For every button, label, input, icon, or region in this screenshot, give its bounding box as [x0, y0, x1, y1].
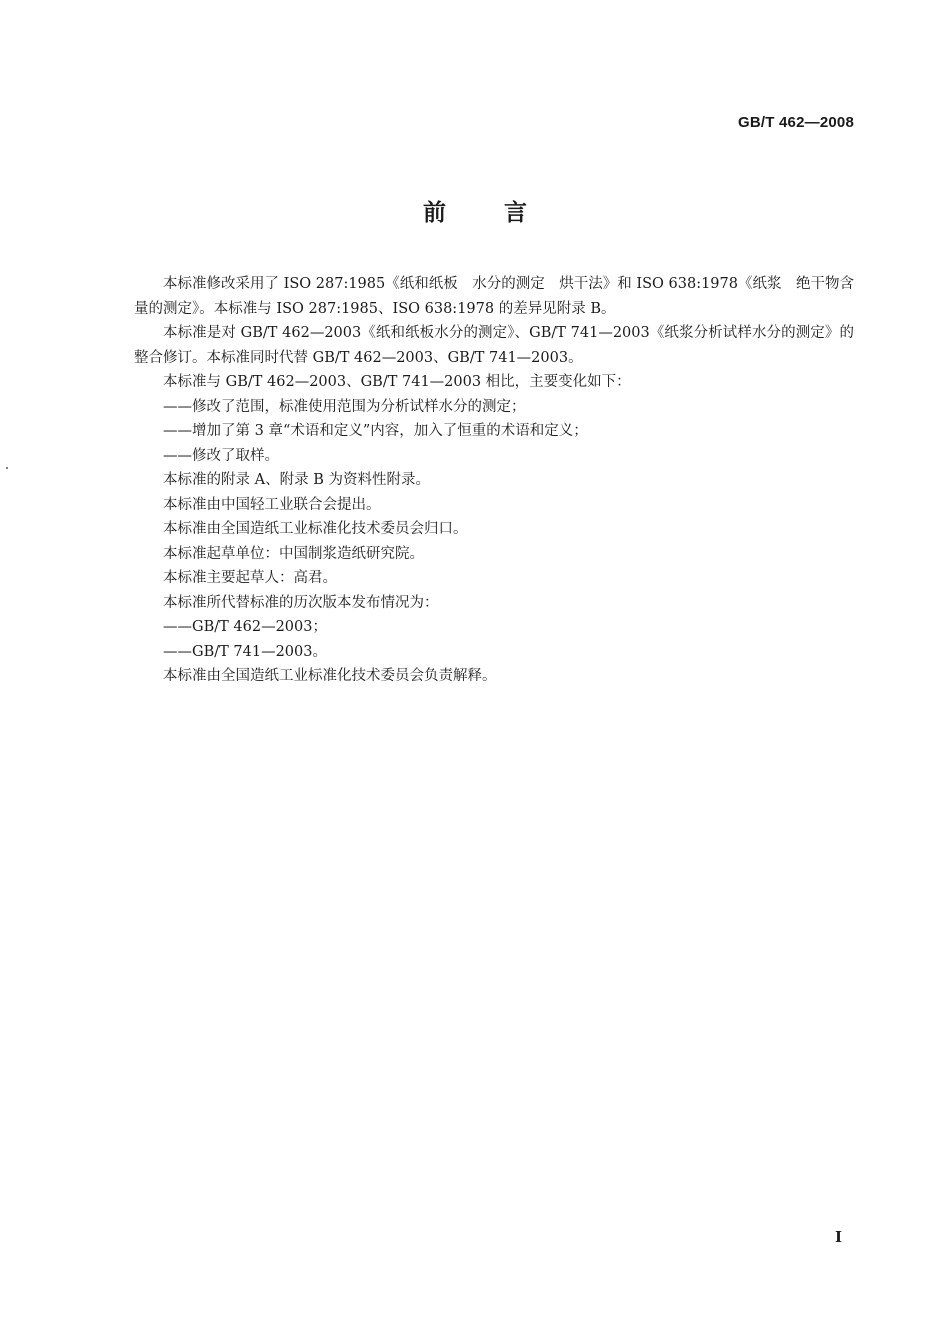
paragraph-changes-intro: 本标准与 GB/T 462—2003、GB/T 741—2003 相比，主要变化如下：	[163, 374, 631, 390]
paragraph-interpretation: 本标准由全国造纸工业标准化技术委员会负责解释。	[163, 668, 497, 684]
paragraph-adoption: 本标准修改采用了 ISO 287:1985《纸和纸板 水分的测定 烘干法》和 ISO 638:1978《纸浆 绝干物含量的测定》。本标准与 ISO 287:1985、ISO 638:1978 的差异见附录 B。	[134, 276, 854, 317]
page-number: I	[834, 1228, 842, 1246]
standard-code: GB/T 462—2008	[738, 114, 854, 131]
paragraph-drafters: 本标准主要起草人：高君。	[163, 570, 337, 586]
list-item-history: ——GB/T 741—2003。	[163, 643, 327, 660]
list-item-change: ——修改了取样。	[163, 447, 279, 464]
scan-speck	[6, 467, 8, 469]
paragraph-drafting-unit: 本标准起草单位：中国制浆造纸研究院。	[163, 545, 424, 562]
list-item-change: ——修改了范围，标准使用范围为分析试样水分的测定；	[163, 398, 526, 415]
paragraph-revision: 本标准是对 GB/T 462—2003《纸和纸板水分的测定》、GB/T 741—2003《纸浆分析试样水分的测定》的整合修订。本标准同时代替 GB/T 462—2003、GB/T 741—2003。	[134, 325, 854, 366]
paragraph-proposer: 本标准由中国轻工业联合会提出。	[163, 496, 381, 513]
list-item-history: ——GB/T 462—2003；	[163, 619, 327, 635]
preface-body	[134, 272, 854, 689]
paragraph-history-intro: 本标准所代替标准的历次版本发布情况为：	[163, 594, 439, 611]
paragraph-annexes: 本标准的附录 A、附录 B 为资料性附录。	[163, 472, 430, 488]
paragraph-administrator: 本标准由全国造纸工业标准化技术委员会归口。	[163, 521, 468, 537]
page-title: 前言	[423, 200, 585, 226]
list-item-change: ——增加了第 3 章“术语和定义”内容，加入了恒重的术语和定义；	[163, 423, 588, 439]
